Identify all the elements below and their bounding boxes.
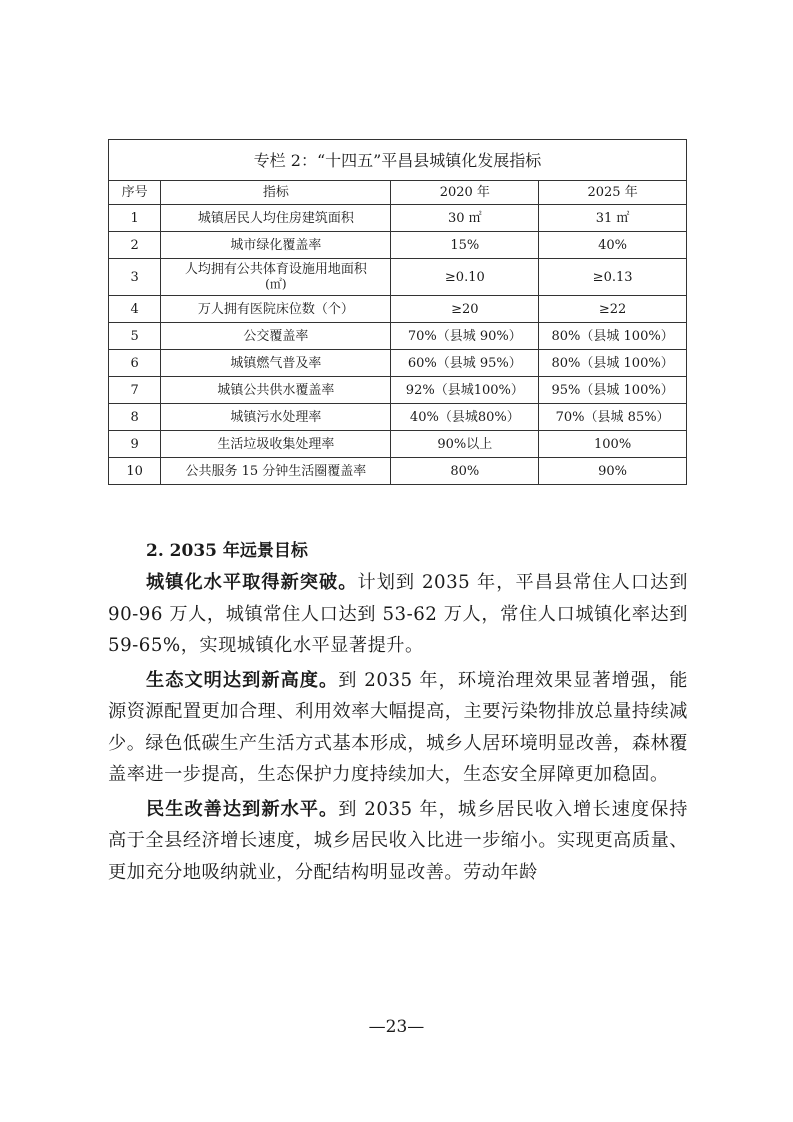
paragraph-text: 计划到 2035 年，平昌县常住人口达到 90-96 万人，城镇常住人口达到 53-62 万人，常住人口城镇化率达到 59-65%，实现城镇化水平显著提升。: [108, 572, 688, 656]
body-text: [108, 535, 688, 888]
table-header-row: [109, 181, 687, 205]
row-value-2020: 30 ㎡: [391, 205, 539, 232]
row-value-2020: 92%（县城100%）: [391, 377, 539, 404]
row-indicator-main: 人均拥有公共体育设施用地面积: [184, 262, 367, 277]
row-indicator: 城镇公共供水覆盖率: [161, 377, 391, 404]
page-number: —23—: [368, 1017, 425, 1037]
row-no: 10: [109, 458, 161, 485]
table-row: [109, 323, 687, 350]
row-value-2020: 90%以上: [391, 431, 539, 458]
paragraph-lead: 城镇化水平取得新突破。: [146, 572, 358, 593]
table-row: [109, 205, 687, 232]
table-title-row: [109, 140, 687, 181]
paragraph-lead: 生态文明达到新高度。: [146, 669, 339, 691]
row-value-2025: 95%（县城 100%）: [539, 377, 687, 404]
table-row: [109, 431, 687, 458]
paragraph-lead: 民生改善达到新水平。: [146, 798, 339, 820]
row-no: 3: [109, 259, 161, 296]
row-value-2025: 80%（县城 100%）: [539, 350, 687, 377]
row-no: 9: [109, 431, 161, 458]
row-no: 4: [109, 296, 161, 323]
header-2020: 2020 年: [391, 181, 539, 205]
row-value-2025: 100%: [539, 431, 687, 458]
row-indicator: 城镇污水处理率: [161, 404, 391, 431]
table-row: [109, 404, 687, 431]
table-row: [109, 296, 687, 323]
row-value-2020: 80%: [391, 458, 539, 485]
table-row: [109, 377, 687, 404]
table-title: 专栏 2：“十四五”平昌县城镇化发展指标: [109, 140, 687, 181]
row-indicator: 城镇燃气普及率: [161, 350, 391, 377]
row-no: 6: [109, 350, 161, 377]
row-value-2020: ≥20: [391, 296, 539, 323]
table-row: [109, 232, 687, 259]
row-no: 1: [109, 205, 161, 232]
paragraph-livelihood: [108, 794, 688, 889]
row-indicator: 生活垃圾收集处理率: [161, 431, 391, 458]
row-indicator: 万人拥有医院床位数（个）: [161, 296, 391, 323]
row-value-2020: 15%: [391, 232, 539, 259]
header-2025: 2025 年: [539, 181, 687, 205]
table-row: [109, 259, 687, 296]
paragraph-urbanization: [108, 567, 688, 662]
row-no: 8: [109, 404, 161, 431]
table-row: [109, 350, 687, 377]
row-value-2025: 40%: [539, 232, 687, 259]
row-value-2020: ≥0.10: [391, 259, 539, 296]
row-no: 5: [109, 323, 161, 350]
paragraph-ecology: [108, 665, 688, 791]
row-value-2025: 70%（县城 85%）: [539, 404, 687, 431]
row-value-2025: 80%（县城 100%）: [539, 323, 687, 350]
paragraph-text: 到 2035 年，环境治理效果显著增强，能源资源配置更加合理、利用效率大幅提高，主要污染物排放总量持续减少。绿色低碳生产生活方式基本形成，城乡人居环境明显改善，森林覆盖率进一步提高，生态保护力度持续加大，生态安全屏障更加稳固。: [108, 669, 688, 785]
row-value-2025: 31 ㎡: [539, 205, 687, 232]
row-indicator: 城市绿化覆盖率: [161, 232, 391, 259]
row-indicator: 城镇居民人均住房建筑面积: [161, 205, 391, 232]
row-no: 2: [109, 232, 161, 259]
row-indicator: [161, 259, 391, 296]
row-indicator: 公交覆盖率: [161, 323, 391, 350]
paragraph-text: 到 2035 年，城乡居民收入增长速度保持高于全县经济增长速度，城乡居民收入比进一步缩小。实现更高质量、更加充分地吸纳就业，分配结构明显改善。劳动年龄: [108, 798, 688, 883]
row-value-2025: 90%: [539, 458, 687, 485]
header-indicator: 指标: [161, 181, 391, 205]
row-value-2025: ≥0.13: [539, 259, 687, 296]
header-no: 序号: [109, 181, 161, 205]
row-indicator: 公共服务 15 分钟生活圈覆盖率: [161, 458, 391, 485]
table-row: [109, 458, 687, 485]
row-value-2020: 70%（县城 90%）: [391, 323, 539, 350]
row-value-2025: ≥22: [539, 296, 687, 323]
row-value-2020: 60%（县城 95%）: [391, 350, 539, 377]
indicator-table: [108, 139, 687, 485]
row-value-2020: 40%（县城80%）: [391, 404, 539, 431]
section-heading: 2. 2035 年远景目标: [146, 541, 308, 561]
row-no: 7: [109, 377, 161, 404]
row-indicator-unit: (㎡): [265, 277, 287, 291]
